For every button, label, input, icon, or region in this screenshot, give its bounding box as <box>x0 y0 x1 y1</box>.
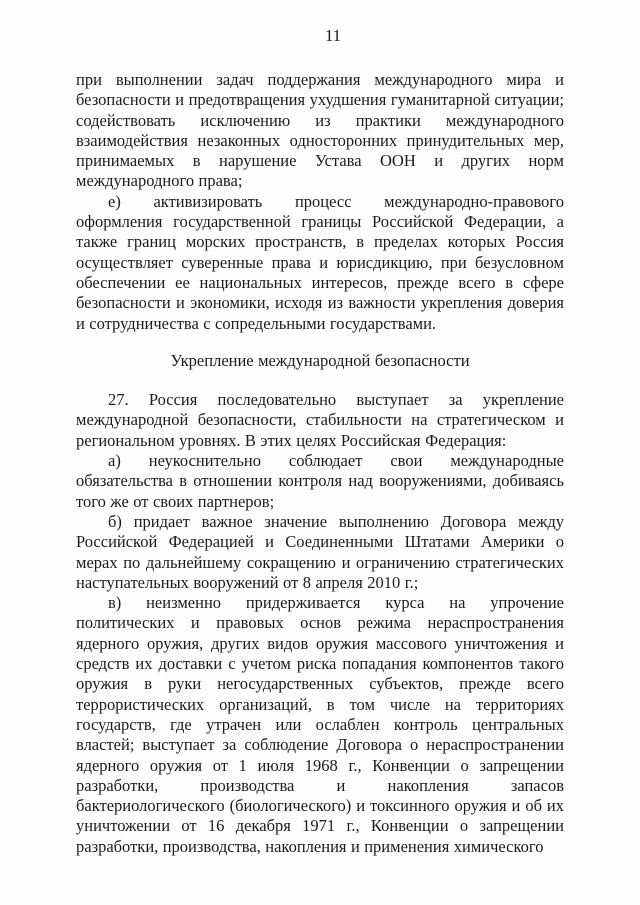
page-number: 11 <box>324 26 342 45</box>
paragraph-item-e: е) активизировать процесс международно-правового оформления государственной границы Российской Федерации, а также границ морских пространств, в пределах которых Россия осуществляет суверенные права и юрисдикцию, при безусловном обеспечении ее национальных интересов, прежде всего в сфере безопасности и экономики, исходя из важности укрепления доверия и сотрудничества с сопредельными государствами. <box>76 191 564 333</box>
text-column <box>76 70 564 857</box>
paragraph-item-a: а) неукоснительно соблюдает свои международные обязательства в отношении контроля над вооружениями, добиваясь того же от своих партнеров; <box>76 451 564 511</box>
paragraph-27: 27. Россия последовательно выступает за укрепление международной безопасности, стабильности на стратегическом и региональном уровнях. В этих целях Российская Федерация: <box>76 390 564 450</box>
section-heading: Укрепление международной безопасности <box>170 350 470 370</box>
paragraph-continuation: при выполнении задач поддержания международного мира и безопасности и предотвращения ухудшения гуманитарной ситуации; содействовать исключению из практики международного взаимодействия незаконных односторонних принудительных мер, принимаемых в нарушение Устава ООН и других норм международного права; <box>76 70 564 191</box>
paragraph-item-b: б) придает важное значение выполнению Договора между Российской Федерацией и Соединенными Штатами Америки о мерах по дальнейшему сокращению и ограничению стратегических наступательных вооружений от 8 апреля 2010 г.; <box>76 511 564 592</box>
paragraph-item-v: в) неизменно придерживается курса на упрочение политических и правовых основ режима нераспространения ядерного оружия, других видов оружия массового уничтожения и средств их доставки с учетом риска попадания компонентов такого оружия в руки негосударственных субъектов, прежде всего террористических организаций, в том числе на территориях государств, где утрачен или ослаблен контроль центральных властей; выступает за соблюдение Договора о нераспространении ядерного оружия от 1 июля 1968 г., Конвенции о запрещении разработки, производства и накопления запасов бактериологического (биологического) и токсинного оружия и об их уничтожении от 16 декабря 1971 г., Конвенции о запрещении разработки, производства, накопления и применения химического <box>76 593 564 856</box>
